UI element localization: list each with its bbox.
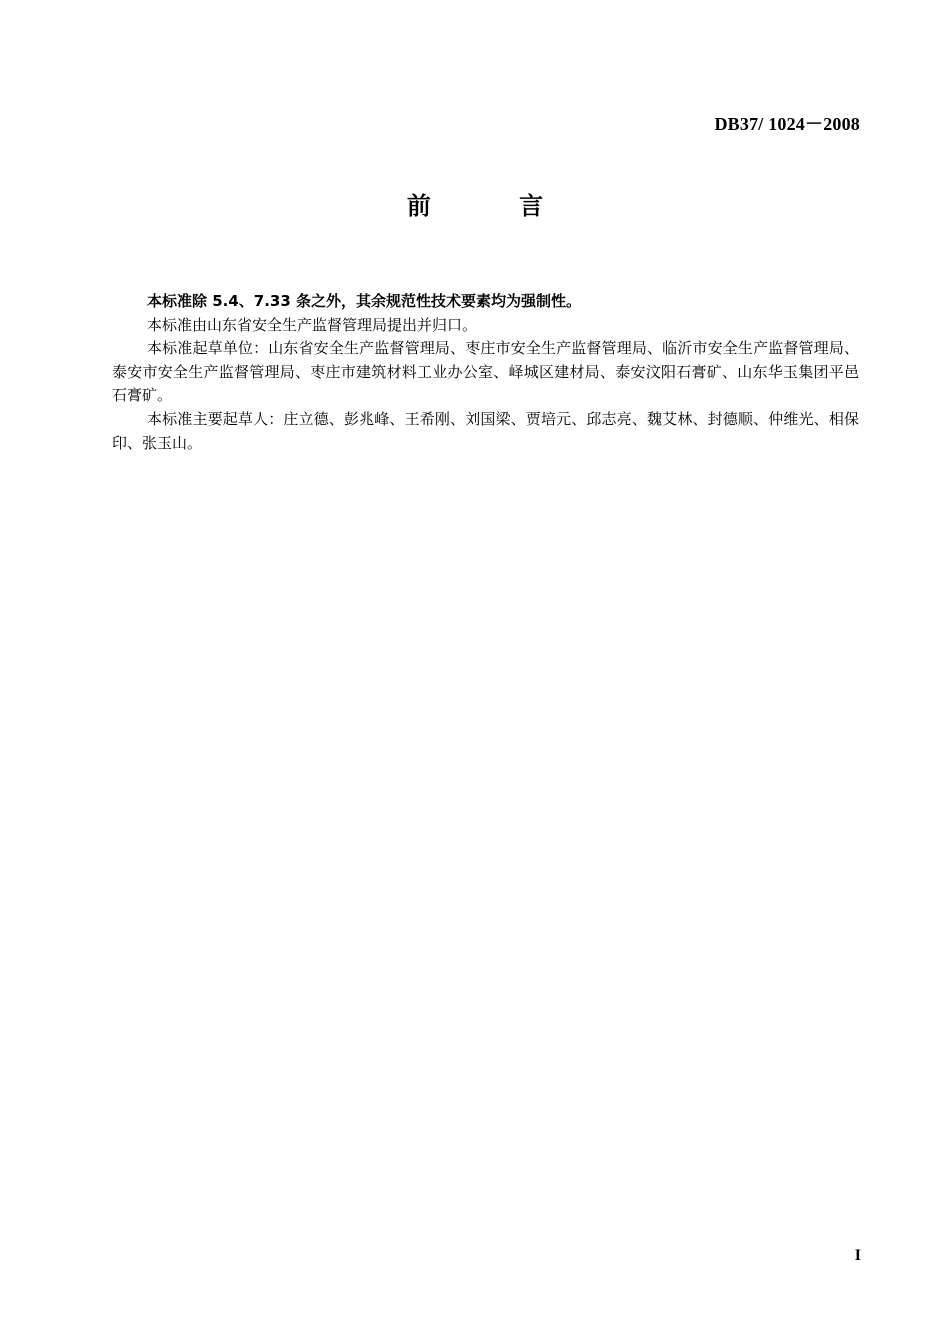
paragraph-mandatory-statement: 本标准除 5.4、7.33 条之外，其余规范性技术要素均为强制性。 bbox=[147, 292, 582, 310]
page-title: 前 言 bbox=[406, 192, 584, 220]
paragraph-proposer: 本标准由山东省安全生产监督管理局提出并归口。 bbox=[147, 315, 478, 334]
paragraph-drafting-units: 本标准起草单位：山东省安全生产监督管理局、枣庄市安全生产监督管理局、临沂市安全生产监督管理局、泰安市安全生产监督管理局、枣庄市建筑材料工业办公室、峄城区建材局、泰安汶阳石膏矿、山东华玉集团平邑石膏矿。 bbox=[112, 339, 859, 405]
standard-code: DB37/ 1024－2008 bbox=[714, 114, 860, 134]
page-number: I bbox=[854, 1247, 861, 1264]
foreword-body bbox=[112, 290, 859, 455]
paragraph-main-drafters: 本标准主要起草人：庄立德、彭兆峰、王希刚、刘国梁、贾培元、邱志亮、魏艾林、封德顺、仲维光、相保印、张玉山。 bbox=[112, 409, 859, 452]
